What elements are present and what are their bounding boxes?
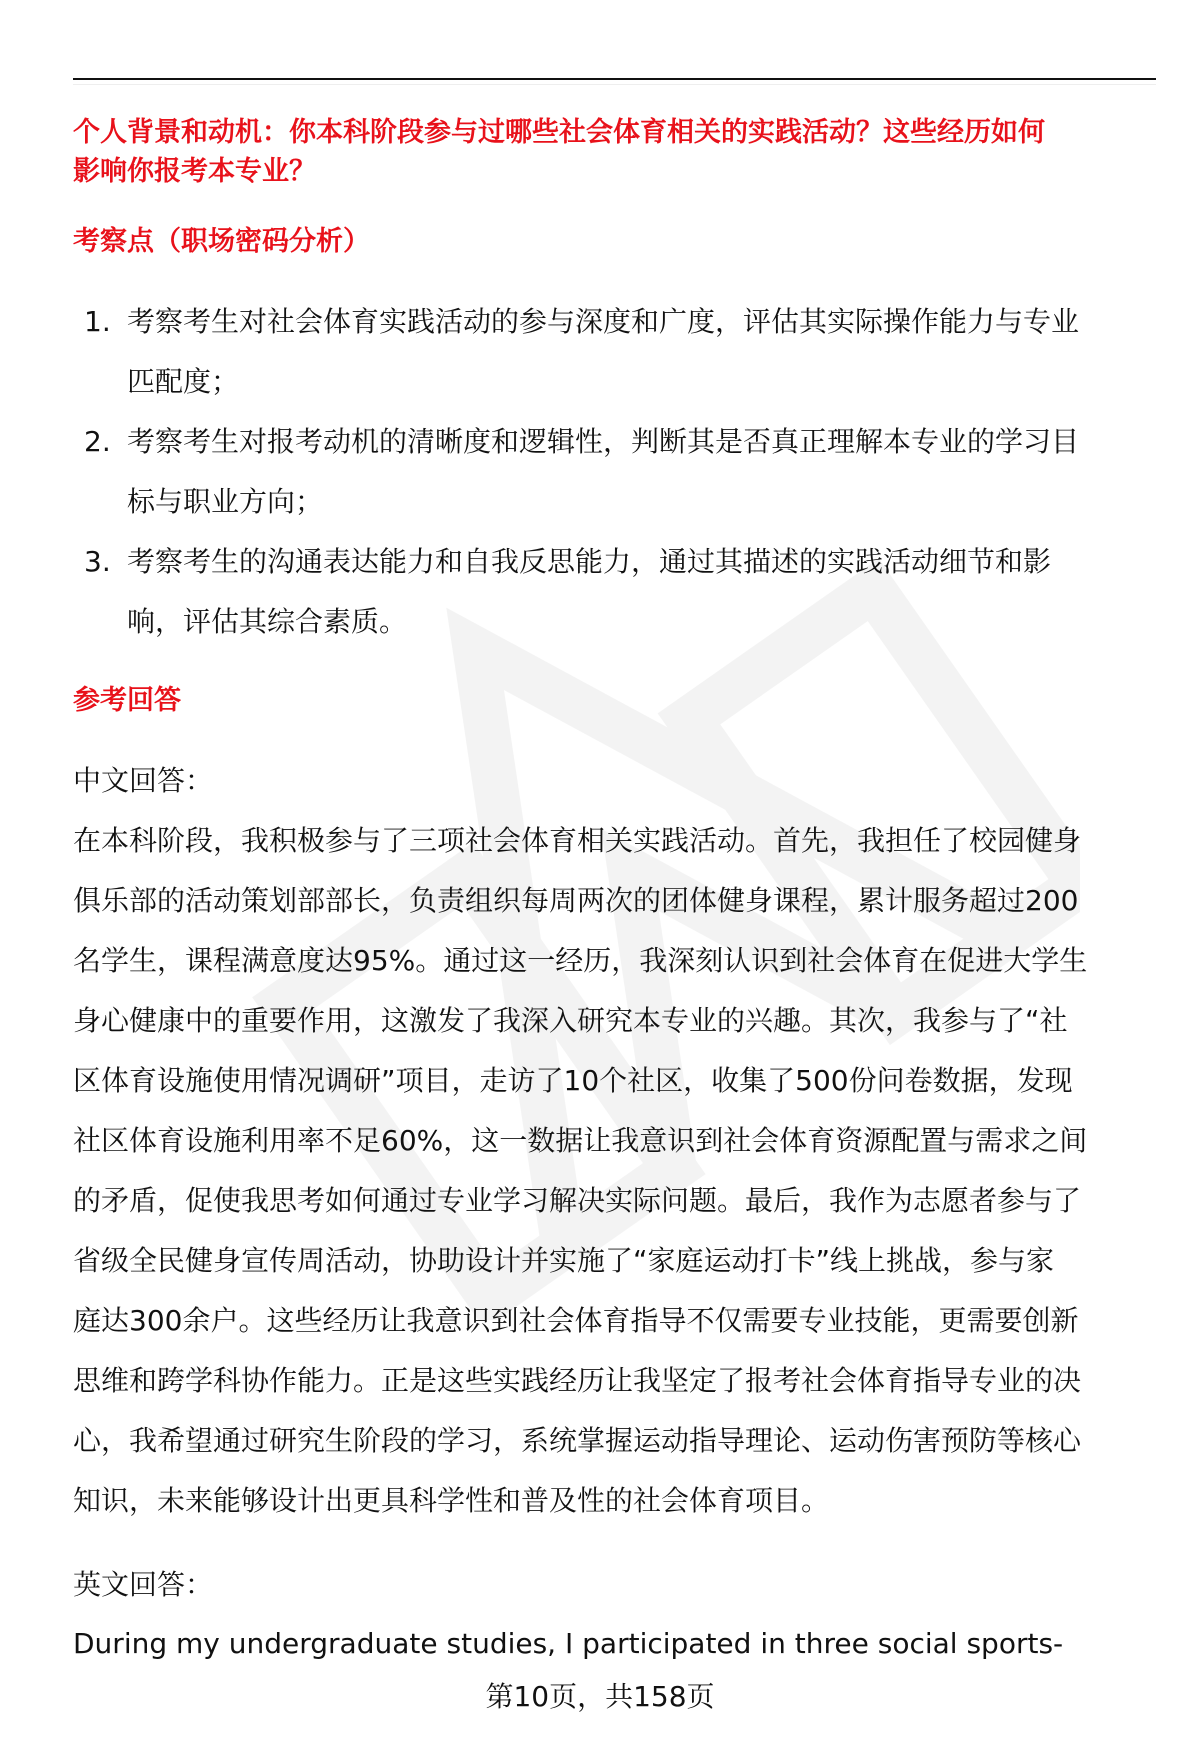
cn-answer-label: 中文回答：	[73, 764, 214, 797]
cn-answer-line: 思维和跨学科协作能力。正是这些实践经历让我坚定了报考社会体育指导专业的决	[73, 1364, 1082, 1397]
list-item-line: 考察考生的沟通表达能力和自我反思能力，通过其描述的实践活动细节和影	[127, 545, 1052, 578]
cn-answer-line: 知识，未来能够设计出更具科学性和普及性的社会体育项目。	[73, 1484, 830, 1517]
list-number: 1.	[84, 305, 111, 338]
header-rule-shadow	[73, 84, 1156, 85]
list-item-line: 标与职业方向；	[127, 485, 324, 518]
cn-answer-line: 在本科阶段，我积极参与了三项社会体育相关实践活动。首先，我担任了校园健身	[73, 824, 1082, 857]
list-number: 3.	[84, 545, 111, 578]
en-answer-label: 英文回答：	[73, 1568, 214, 1601]
cn-answer-line: 省级全民健身宣传周活动，协助设计并实施了“家庭运动打卡”线上挑战，参与家	[73, 1244, 1055, 1277]
cn-answer-line: 社区体育设施利用率不足60%，这一数据让我意识到社会体育资源配置与需求之间	[73, 1124, 1088, 1157]
cn-answer-line: 名学生，课程满意度达95%。通过这一经历，我深刻认识到社会体育在促进大学生	[73, 944, 1088, 977]
cn-answer-line: 俱乐部的活动策划部部长，负责组织每周两次的团体健身课程，累计服务超过200	[73, 884, 1079, 917]
list-number: 2.	[84, 425, 111, 458]
cn-answer-line: 的矛盾，促使我思考如何通过专业学习解决实际问题。最后，我作为志愿者参与了	[73, 1184, 1082, 1217]
cn-answer-line: 区体育设施使用情况调研”项目，走访了10个社区，收集了500份问卷数据，发现	[73, 1064, 1073, 1097]
question-line-1: 个人背景和动机：你本科阶段参与过哪些社会体育相关的实践活动？这些经历如何	[73, 117, 1045, 148]
list-item-line: 考察考生对社会体育实践活动的参与深度和广度，评估其实际操作能力与专业	[127, 305, 1080, 338]
analysis-heading: 考察点（职场密码分析）	[73, 226, 370, 257]
list-item-line: 响，评估其综合素质。	[127, 605, 408, 638]
cn-answer-line: 心，我希望通过研究生阶段的学习，系统掌握运动指导理论、运动伤害预防等核心	[73, 1424, 1082, 1457]
answer-heading: 参考回答	[73, 685, 181, 716]
header-rule	[73, 78, 1156, 80]
list-item-line: 考察考生对报考动机的清晰度和逻辑性，判断其是否真正理解本专业的学习目	[127, 425, 1080, 458]
cn-answer-line: 身心健康中的重要作用，这激发了我深入研究本专业的兴趣。其次，我参与了“社	[73, 1004, 1068, 1037]
cn-answer-line: 庭达300余户。这些经历让我意识到社会体育指导不仅需要专业技能，更需要创新	[73, 1304, 1079, 1337]
en-answer-text: During my undergraduate studies, I participated in three social sports-	[73, 1627, 1064, 1660]
question-line-2: 影响你报考本专业？	[73, 156, 316, 187]
page-number: 第10页，共158页	[485, 1680, 715, 1713]
list-item-line: 匹配度；	[127, 365, 240, 398]
